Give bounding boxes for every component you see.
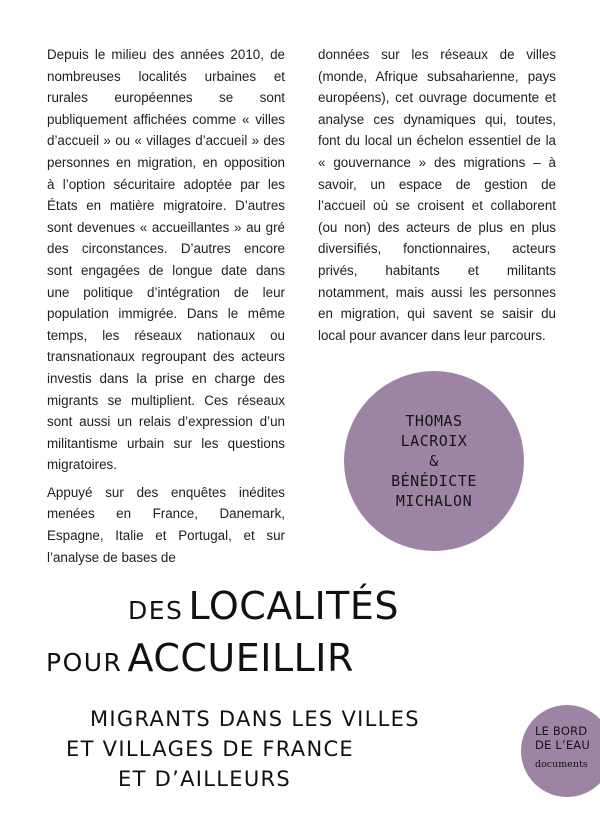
title-small-word: DES — [128, 596, 184, 625]
title-large-word: ACCUEILLIR — [127, 636, 354, 680]
subtitle-line: ET VILLAGES DE FRANCE — [66, 737, 354, 761]
authors-badge — [344, 371, 524, 551]
publisher-logo — [521, 705, 600, 797]
author-last-name: MICHALON — [395, 492, 473, 510]
blurb-paragraph: Appuyé sur des enquêtes inédites menées en France, Danemark, Espagne, Italie et Portugal, et sur l’analyse de bases de — [47, 484, 285, 565]
book-title-line — [46, 636, 354, 680]
blurb-left-column — [47, 44, 285, 568]
blurb-paragraph: données sur les réseaux de villes (monde, Afrique subsaharienne, pays européens), cet ouvrage documente et analyse ces dynamiques qui, toutes, font du local un échelon essentiel de la « gouvernance » des migrations – à savoir, un espace de gestion de l’accueil où se croisent et collaborent (ou non) des acteurs de plus en plus diversifiés, fonctionnaires, acteurs privés, habitants et militants notamment, mais aussi les personnes en migration, qui savent se saisir du local pour avancer dans leur parcours. — [318, 47, 556, 343]
blurb-right-column — [318, 44, 556, 346]
subtitle-line: MIGRANTS DANS LES VILLES — [90, 707, 420, 731]
author-last-name: LACROIX — [400, 432, 468, 450]
subtitle-line: ET D’AILLEURS — [118, 767, 292, 791]
authors-block — [391, 411, 477, 511]
title-large-word: LOCALITÉS — [188, 584, 399, 628]
blurb-paragraph: Depuis le milieu des années 2010, de nombreuses localités urbaines et rurales européennes se sont publiquement affichées comme « villes d’accueil » ou « villages d’accueil » des personnes en migration, en opposition à l’option sécuritaire adoptée par les États en matière migratoire. D’autres sont devenues « accueillantes » au gré des circonstances. D’autres encore sont engagées de longue date dans une politique d’intégration de leur population immigrée. Dans le même temps, les réseaux nationaux ou transnationaux regroupant des acteurs investis dans la prise en charge des migrants se multiplient. Ces réseaux sont aussi un relais d’expression d’un militantisme urbain sur les questions migratoires. — [47, 47, 285, 473]
book-title-line — [128, 584, 399, 628]
title-small-word: POUR — [46, 648, 123, 677]
author-first-name: BÉNÉDICTE — [391, 472, 477, 490]
publisher-name: LE BORD DE L’EAU — [535, 724, 590, 752]
author-first-name: THOMAS — [405, 412, 463, 430]
collection-name: documents — [535, 759, 588, 770]
author-ampersand: & — [429, 452, 439, 470]
